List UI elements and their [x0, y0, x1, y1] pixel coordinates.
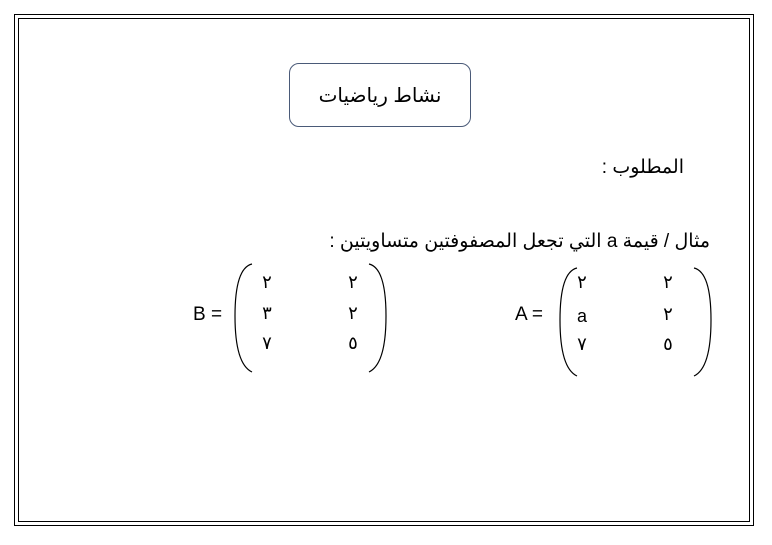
matrix-a-cell: ٢	[663, 272, 673, 292]
matrix-a-cell: ٧	[577, 334, 587, 354]
matrix-a-cell: ٢	[663, 304, 673, 324]
matrix-b-cell: ٢	[262, 272, 272, 292]
matrix-b-label: B =	[193, 304, 223, 325]
required-label: المطلوب :	[601, 157, 684, 178]
matrix-b-cell: ٧	[262, 333, 272, 353]
example-text: مثال / قيمة a التي تجعل المصفوفتين متساويتين :	[329, 231, 710, 252]
matrix-a-cell: ٥	[663, 334, 673, 354]
title-box	[289, 63, 471, 127]
matrix-a-label: A =	[515, 304, 543, 325]
matrix-a-cell: ٢	[577, 272, 587, 292]
page-title: نشاط رياضيات	[318, 84, 442, 107]
matrix-a-cell: a	[576, 306, 587, 326]
matrix-b-cell: ٣	[262, 303, 272, 323]
matrix-b-cell: ٥	[348, 333, 358, 353]
matrix-b-cell: ٢	[348, 272, 358, 292]
matrix-b-cell: ٢	[348, 303, 358, 323]
